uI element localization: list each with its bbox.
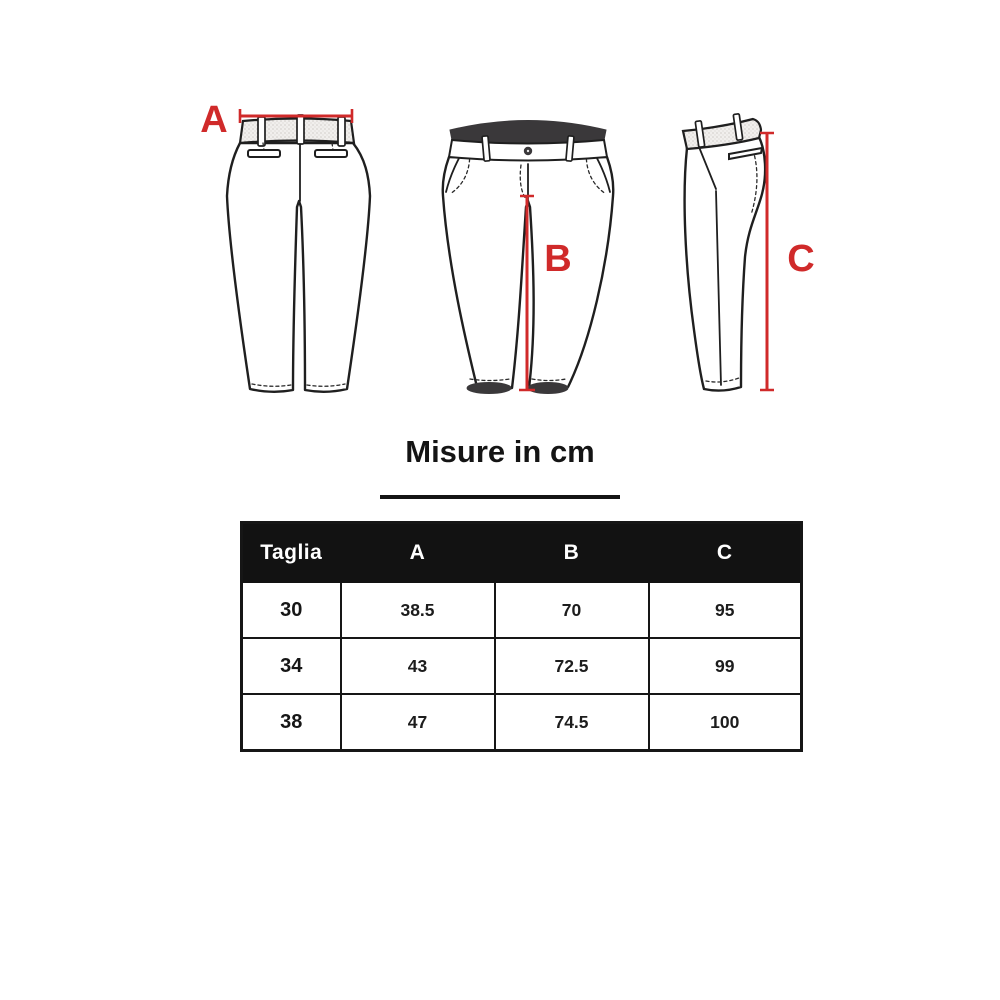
measure-c-cell: 99	[649, 638, 802, 694]
pants-side-view-drawing	[683, 114, 815, 391]
header-measure-a: A	[341, 523, 495, 583]
measure-b-label: B	[544, 238, 572, 280]
size-row-38	[242, 694, 802, 751]
front-hem-opening-left	[467, 383, 511, 394]
pants-illustration	[0, 0, 1000, 430]
measure-b-cell: 72.5	[495, 638, 649, 694]
size-row-34	[242, 638, 802, 694]
size-cell: 38	[242, 694, 341, 751]
pants-front-view-drawing	[443, 121, 614, 394]
measure-b-cell: 74.5	[495, 694, 649, 751]
page-title: Misure in cm	[405, 434, 595, 469]
header-measure-c: C	[649, 523, 802, 583]
header-measure-b: B	[495, 523, 649, 583]
size-row-30	[242, 582, 802, 638]
front-waistband-inside	[450, 121, 606, 144]
title-underline	[380, 495, 620, 499]
back-belt-loop-center	[297, 115, 304, 144]
size-table	[240, 521, 803, 752]
pants-back-view-drawing	[200, 99, 370, 392]
measure-c-cell: 95	[649, 582, 802, 638]
side-view-body	[685, 137, 766, 391]
back-belt-loop-right	[338, 117, 345, 146]
back-belt-loop-left	[258, 117, 265, 146]
size-cell: 34	[242, 638, 341, 694]
measure-a-cell: 38.5	[341, 582, 495, 638]
header-taglia: Taglia	[242, 523, 341, 583]
back-pocket-right	[315, 150, 347, 157]
measure-c-label: C	[787, 238, 815, 280]
measure-b-cell: 70	[495, 582, 649, 638]
size-cell: 30	[242, 582, 341, 638]
measure-a-cell: 47	[341, 694, 495, 751]
front-hem-opening-right	[528, 383, 568, 394]
back-view-body	[227, 143, 370, 392]
measure-c-cell: 100	[649, 694, 802, 751]
measure-a-cell: 43	[341, 638, 495, 694]
size-table-header-row	[242, 523, 802, 583]
front-belt-loop-left	[482, 136, 490, 161]
measure-a-label: A	[200, 99, 228, 141]
front-belt-loop-right	[566, 136, 574, 161]
back-pocket-left	[248, 150, 280, 157]
